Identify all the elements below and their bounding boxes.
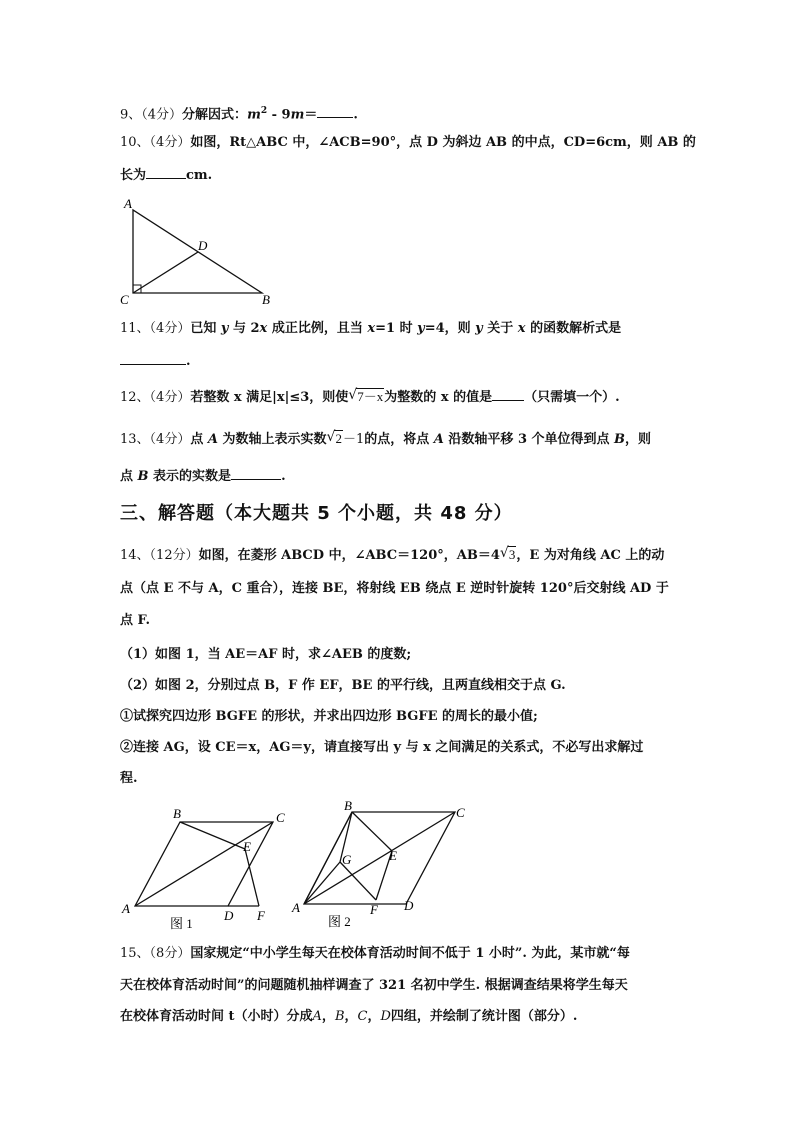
question-text: 长为: [120, 168, 147, 183]
vertex-label-b: B: [262, 292, 270, 307]
question-text: 成正比例，且当: [267, 321, 368, 336]
segment-be: [180, 822, 245, 849]
radicand: 2: [335, 431, 342, 446]
diagonal-ac: [135, 822, 273, 906]
answer-blank: [492, 387, 524, 401]
math-var: y: [220, 321, 229, 336]
vertex-label-e: E: [389, 848, 397, 863]
math-text: - 9: [267, 107, 291, 123]
answer-blank: [146, 165, 186, 179]
math-var: x: [517, 321, 526, 336]
question-text: 国家规定“中小学生每天在校体育活动时间不低于 1 小时”. 为此，某市就“每: [190, 946, 630, 961]
vertex-label-b: B: [344, 798, 352, 813]
question-text: 程.: [120, 771, 138, 786]
vertex-label-a: A: [124, 196, 132, 211]
question-13-line1: [120, 429, 651, 450]
question-text: 与 2: [228, 321, 260, 336]
question-tail: .: [186, 354, 191, 369]
question-number: 12、（4分）: [120, 390, 191, 405]
math-var: A: [312, 1009, 322, 1024]
question-text: 如图，在菱形 ABCD 中，∠ABC＝120°，AB＝4: [198, 548, 500, 563]
question-number: 15、（8分）: [120, 946, 191, 961]
vertex-label-a: A: [122, 901, 130, 916]
question-text: 的点，将点: [364, 432, 434, 447]
question-13-line2: [120, 466, 286, 487]
question-number: 13、（4分）: [120, 432, 191, 447]
question-text: 天在校体育活动时间”的问题随机抽样调查了 321 名初中学生. 根据调查结果将学生每天: [120, 978, 628, 993]
math-var: y: [475, 321, 483, 336]
question-14-sub1: [120, 645, 411, 665]
vertex-label-a: A: [292, 900, 300, 915]
question-tail: .: [281, 469, 286, 484]
answer-blank: [231, 466, 281, 480]
question-14-line3: [120, 611, 150, 631]
math-equals: ＝: [304, 107, 318, 123]
square-root: [500, 545, 517, 566]
question-text: 的函数解析式是: [525, 321, 622, 336]
question-number: 11、（4分）: [120, 321, 191, 336]
question-14-sub2: [120, 676, 566, 696]
question-text: 在校体育活动时间 t（小时）分成: [120, 1009, 313, 1024]
question-number: 10、（4分）: [120, 135, 191, 150]
math-text: －1: [342, 432, 365, 447]
figure-caption: 图 1: [170, 916, 193, 931]
math-var: C: [357, 1009, 368, 1024]
question-9: [120, 101, 358, 125]
figure-caption: 图 2: [328, 914, 351, 929]
vertex-label-c: C: [276, 810, 285, 825]
math-var: y: [417, 321, 425, 336]
question-text: （2）如图 2，分别过点 B，F 作 EF，BE 的平行线，且两直线相交于点 G.: [120, 678, 566, 693]
question-tail: .: [353, 107, 358, 123]
rhombus-figure-2: [290, 796, 480, 932]
question-text: （只需填一个）.: [524, 390, 620, 405]
radical-sign: √: [499, 545, 509, 561]
question-text: 沿数轴平移 3 个单位得到点: [443, 432, 615, 447]
radicand: 3: [508, 547, 516, 562]
rhombus-figure-1: [118, 800, 294, 932]
question-text: ①试探究四边形 BGFE 的形状，并求出四边形 BGFE 的周长的最小值;: [120, 709, 538, 724]
question-text: 分解因式：: [182, 107, 248, 123]
median-cd: [133, 252, 198, 293]
math-var: D: [380, 1009, 391, 1024]
question-text: 已知: [190, 321, 221, 336]
question-14-sub3: [120, 707, 538, 727]
question-text: 若整数 x 满足|x|≤3，则使: [190, 390, 349, 405]
question-text: cm.: [186, 168, 213, 183]
question-text: 点 F.: [120, 613, 150, 628]
question-text: 点: [120, 469, 138, 484]
square-root: [326, 429, 343, 450]
vertex-label-d: D: [198, 238, 208, 253]
math-exponent: 2: [260, 106, 268, 116]
question-text: ②连接 AG，设 CE＝x，AG＝y，请直接写出 y 与 x 之间满足的关系式，不必写出求解过: [120, 740, 644, 755]
vertex-label-c: C: [120, 292, 129, 307]
section-heading: 三、解答题（本大题共 5 个小题，共 48 分）: [120, 503, 513, 524]
question-text: =1 时: [375, 321, 418, 336]
vertex-label-f: F: [370, 902, 378, 917]
question-text: 表示的实数是: [148, 469, 232, 484]
radicand: 7－x: [357, 389, 384, 404]
question-text: =4，则: [424, 321, 476, 336]
question-15-line1: [120, 944, 630, 964]
question-11-line2: [120, 351, 191, 372]
math-var: m: [247, 107, 261, 123]
question-11-line1: [120, 319, 621, 339]
question-text: ，E 为对角线 AC 上的动: [516, 548, 665, 563]
question-15-line2: [120, 976, 628, 996]
segment-gf: [340, 862, 376, 900]
square-root: [348, 387, 384, 408]
math-var: x: [367, 321, 376, 336]
answer-blank: [120, 351, 186, 365]
answer-blank: [317, 104, 353, 118]
vertex-label-b: B: [173, 806, 181, 821]
math-var: A: [433, 432, 444, 447]
question-text: 为整数的 x 的值是: [384, 390, 493, 405]
question-text: （1）如图 1，当 AE＝AF 时，求∠AEB 的度数;: [120, 647, 412, 662]
math-var: m: [290, 107, 305, 123]
math-var: A: [207, 432, 218, 447]
question-14-line1: [120, 545, 664, 566]
vertex-label-d: D: [404, 898, 414, 913]
question-14-sub4: [120, 738, 643, 758]
question-12: [120, 387, 620, 408]
question-14-sub5: [120, 769, 138, 789]
math-var: B: [614, 432, 626, 447]
math-var: B: [137, 469, 149, 484]
question-15-line3: 在校体育活动时间 t（小时）分成A，B，C，D四组，并绘制了统计图（部分）.: [120, 1009, 578, 1024]
question-10-line1: [120, 133, 696, 153]
question-text: ，则: [625, 432, 652, 447]
vertex-label-d: D: [224, 908, 234, 923]
question-text: 四组，并绘制了统计图（部分）.: [390, 1009, 578, 1024]
vertex-label-f: F: [257, 908, 265, 923]
question-14-line2: [120, 579, 669, 599]
vertex-label-c: C: [456, 805, 465, 820]
question-number: 9、（4分）: [120, 107, 183, 123]
vertex-label-e: E: [243, 839, 251, 854]
question-text: 点（点 E 不与 A，C 重合），连接 BE，将射线 EB 绕点 E 逆时针旋转 120°后交射线 AD 于: [120, 581, 669, 596]
question-text: 关于: [482, 321, 518, 336]
question-number: 14、（12分）: [120, 548, 199, 563]
question-text: 点: [190, 432, 208, 447]
question-text: 为数轴上表示实数: [217, 432, 327, 447]
question-text: 如图，Rt△ABC 中，∠ACB=90°，点 D 为斜边 AB 的中点，CD=6cm，则 AB 的: [190, 135, 696, 150]
question-10-line2: [120, 165, 212, 186]
radical-sign: √: [326, 429, 336, 445]
triangle-figure: [110, 192, 280, 310]
segment-be: [352, 812, 392, 851]
segment-ef: [245, 849, 259, 906]
math-var: x: [259, 321, 268, 336]
vertex-label-g: G: [342, 852, 352, 867]
math-var: B: [334, 1009, 345, 1024]
radical-sign: √: [348, 387, 358, 403]
